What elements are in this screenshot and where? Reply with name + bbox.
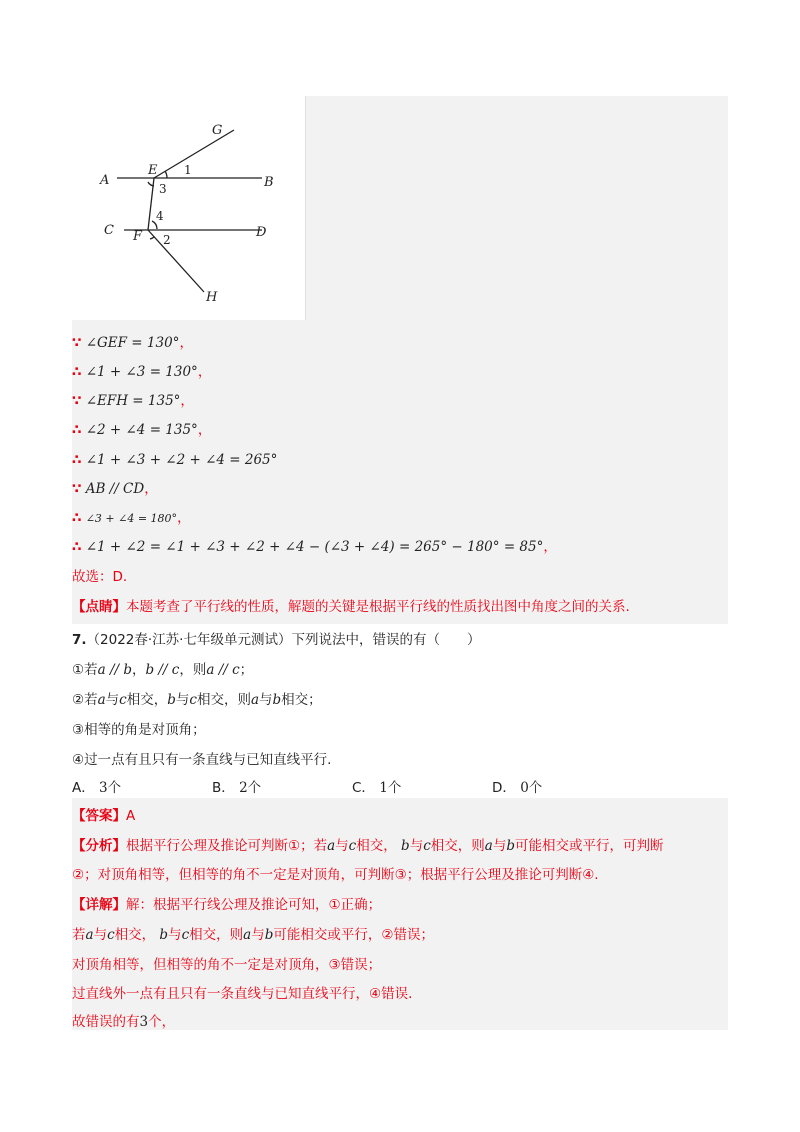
answer-line: 【答案】A bbox=[72, 808, 136, 824]
detail-line-4: 过直线外一点有且只有一条直线与已知直线平行，④错误. bbox=[72, 986, 413, 1002]
question-stem: 7.（2022春·江苏·七年级单元测试）下列说法中，错误的有（ ） bbox=[72, 632, 481, 648]
options-row bbox=[72, 778, 728, 798]
analysis-line-1: 【分析】根据平行公理及推论可判断①；若a与c相交， b与c相交，则a与b可能相交或平行，可判断 bbox=[72, 838, 664, 854]
label-f: F bbox=[133, 229, 143, 244]
solution-line-6: ∵ AB // CD， bbox=[72, 481, 158, 497]
label-d: D bbox=[256, 225, 267, 240]
arc-angle-2 bbox=[150, 237, 154, 239]
solution-line-5: ∴ ∠1 + ∠3 + ∠2 + ∠4 = 265° bbox=[72, 452, 278, 468]
statement-2: ②若a与c相交，b与c相交，则a与b相交； bbox=[72, 692, 322, 708]
label-2: 2 bbox=[163, 233, 171, 247]
solution-line-4: ∴ ∠2 + ∠4 = 135°， bbox=[72, 422, 212, 438]
detail-line-2: 若a与c相交， b与c相交，则a与b可能相交或平行，②错误； bbox=[72, 927, 434, 943]
label-a: A bbox=[100, 173, 110, 188]
comment-line: 【点睛】本题考查了平行线的性质，解题的关键是根据平行线的性质找出图中角度之间的关系. bbox=[72, 599, 630, 615]
parallel-lines-diagram bbox=[72, 96, 305, 320]
label-h: H bbox=[206, 290, 218, 305]
choice-line: 故选：D. bbox=[72, 569, 128, 585]
solution-line-1: ∵ ∠GEF = 130°， bbox=[72, 335, 193, 351]
option-b: B． 2个 bbox=[212, 780, 262, 796]
option-c: C． 1个 bbox=[352, 780, 402, 796]
label-c: C bbox=[104, 223, 114, 238]
label-b: B bbox=[264, 175, 274, 190]
statement-1: ①若a // b，b // c，则a // c； bbox=[72, 662, 254, 678]
statement-3: ③相等的角是对顶角； bbox=[72, 722, 206, 738]
solution-line-7: ∴ ∠3 + ∠4 = 180°， bbox=[72, 510, 191, 526]
option-d: D． 0个 bbox=[492, 780, 543, 796]
ray-fh bbox=[148, 230, 204, 292]
arc-angle-1 bbox=[165, 171, 167, 178]
option-a: A． 3个 bbox=[72, 780, 122, 796]
label-g: G bbox=[212, 123, 223, 138]
solution-line-8: ∴ ∠1 + ∠2 = ∠1 + ∠3 + ∠2 + ∠4 − (∠3 + ∠4) = 265° − 180° = 85°， bbox=[72, 539, 557, 555]
label-e: E bbox=[148, 163, 158, 178]
detail-line-3: 对顶角相等，但相等的角不一定是对顶角，③错误； bbox=[72, 957, 382, 973]
solution-line-3: ∵ ∠EFH = 135°， bbox=[72, 393, 194, 409]
solution-line-2: ∴ ∠1 + ∠3 = 130°， bbox=[72, 364, 212, 380]
detail-line-1: 【详解】解：根据平行线公理及推论可知，①正确； bbox=[72, 897, 382, 913]
label-4: 4 bbox=[156, 209, 164, 223]
detail-line-5: 故错误的有3个， bbox=[72, 1014, 176, 1030]
label-3: 3 bbox=[159, 182, 167, 196]
geometry-figure bbox=[72, 96, 306, 320]
analysis-line-2: ②；对顶角相等，但相等的角不一定是对顶角，可判断③；根据平行公理及推论可判断④. bbox=[72, 867, 599, 883]
label-1: 1 bbox=[184, 163, 192, 177]
statement-4: ④过一点有且只有一条直线与已知直线平行. bbox=[72, 752, 332, 768]
